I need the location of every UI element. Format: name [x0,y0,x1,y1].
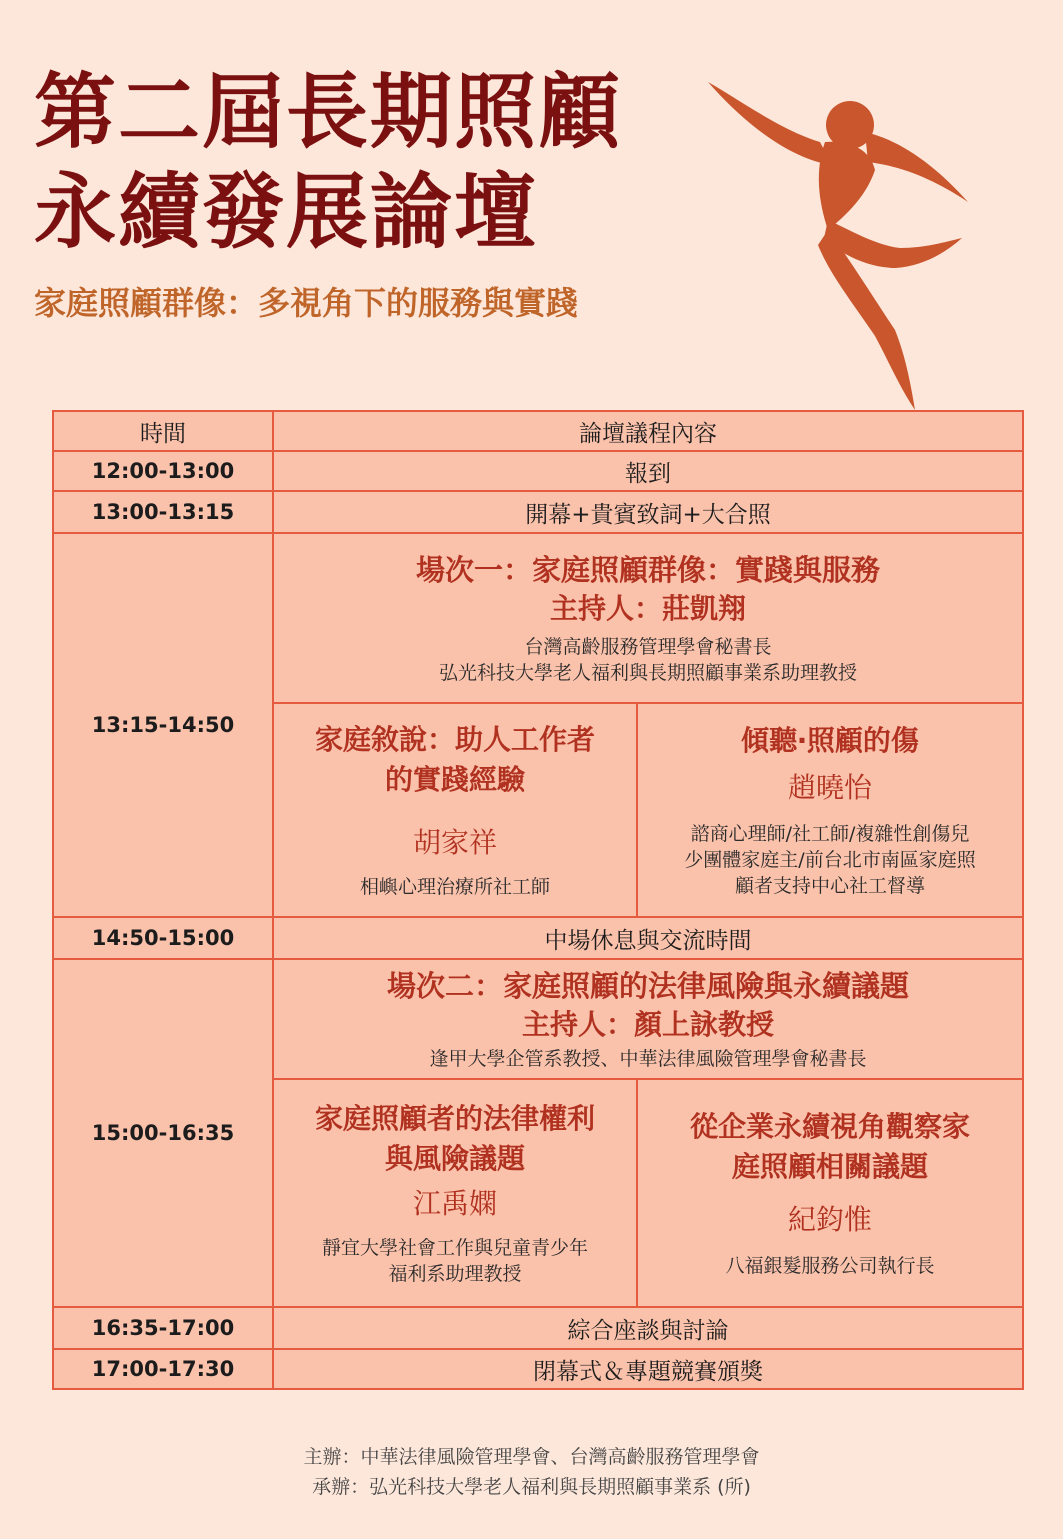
session2-intro [273,959,1023,1079]
footer [0,1442,1063,1502]
session2-header-row [53,959,1023,1079]
title-line-1: 第二屆長期照顧 [34,64,623,160]
session2-host: 主持人：顏上詠教授 [521,1008,774,1041]
time-cell: 12:00-13:00 [53,451,273,491]
talk-speaker-desc: 相嶼心理治療所社工師 [359,876,550,898]
forum-title [34,62,622,262]
content-cell: 綜合座談與討論 [273,1307,1023,1349]
time-cell: 15:00-16:35 [53,959,273,1307]
talk-speaker: 江禹嫻 [412,1187,497,1220]
talk-speaker-desc-2: 福利系助理教授 [388,1263,522,1285]
time-cell: 13:15-14:50 [53,533,273,917]
session1-header-row [53,533,1023,703]
talk-title-line-2: 與風險議題 [384,1142,525,1175]
talk-speaker-desc-1: 靜宜大學社會工作與兒童青少年 [321,1237,588,1259]
title-line-2: 永續發展論壇 [34,164,539,260]
session1-title: 場次一：家庭照顧群像：實踐與服務 [415,553,880,587]
talk-speaker-desc: 八福銀髮服務公司執行長 [725,1255,935,1277]
talk-speaker-desc-1: 諮商心理師/社工師/複雜性創傷兒 [690,823,970,845]
time-cell: 13:00-13:15 [53,491,273,533]
talk-title-line-2: 的實踐經驗 [384,763,525,796]
session2-talk-2 [637,1079,1023,1307]
table-row [53,451,1023,491]
talk-title-line-2: 庭照顧相關議題 [731,1150,928,1183]
co-organizer-text: 承辦：弘光科技大學老人福利與長期照顧事業系 (所) [312,1476,751,1498]
time-cell: 17:00-17:30 [53,1349,273,1389]
talk-title-line-1: 家庭照顧者的法律權利 [314,1102,595,1135]
forum-subtitle: 家庭照顧群像：多視角下的服務與實踐 [34,284,579,322]
table-row [53,1307,1023,1349]
talk-title-line-1: 傾聽‧照顧的傷 [741,724,919,757]
content-cell: 閉幕式＆專題競賽頒獎 [273,1349,1023,1389]
session2-title: 場次二：家庭照顧的法律風險與永續議題 [386,969,909,1003]
agenda-table [52,410,1024,1390]
session2-host-desc: 逢甲大學企管系教授、中華法律風險管理學會秘書長 [429,1048,867,1070]
header-time: 時間 [53,411,273,451]
time-cell: 16:35-17:00 [53,1307,273,1349]
talk-speaker: 胡家祥 [412,826,497,859]
content-cell: 中場休息與交流時間 [273,917,1023,959]
talk-title-line-1: 家庭敘說：助人工作者 [314,723,595,756]
session1-host: 主持人：莊凱翔 [549,592,746,625]
talk-speaker: 趙曉怡 [787,771,872,804]
session2-talk-1 [273,1079,637,1307]
organizer-text: 主辦：中華法律風險管理學會、台灣高齡服務管理學會 [303,1446,760,1468]
session1-talk-2 [637,703,1023,917]
content-cell: 報到 [273,451,1023,491]
talk-speaker: 紀鈞惟 [787,1203,872,1236]
talk-title-line-1: 從企業永續視角觀察家 [689,1110,970,1143]
header-content: 論壇議程內容 [273,411,1023,451]
table-row [53,1349,1023,1389]
talk-speaker-desc-3: 顧者支持中心社工督導 [734,875,925,897]
session1-intro [273,533,1023,703]
table-row [53,917,1023,959]
talk-speaker-desc-2: 少團體家庭主/前台北市南區家庭照 [684,849,976,871]
content-cell: 開幕+貴賓致詞+大合照 [273,491,1023,533]
table-row [53,491,1023,533]
session1-host-desc-1: 台灣高齡服務管理學會秘書長 [524,636,772,658]
time-cell: 14:50-15:00 [53,917,273,959]
table-header-row [53,411,1023,451]
session1-host-desc-2: 弘光科技大學老人福利與長期照顧事業系助理教授 [438,662,857,684]
session1-talk-1 [273,703,637,917]
dancer-figure-icon [700,70,980,410]
